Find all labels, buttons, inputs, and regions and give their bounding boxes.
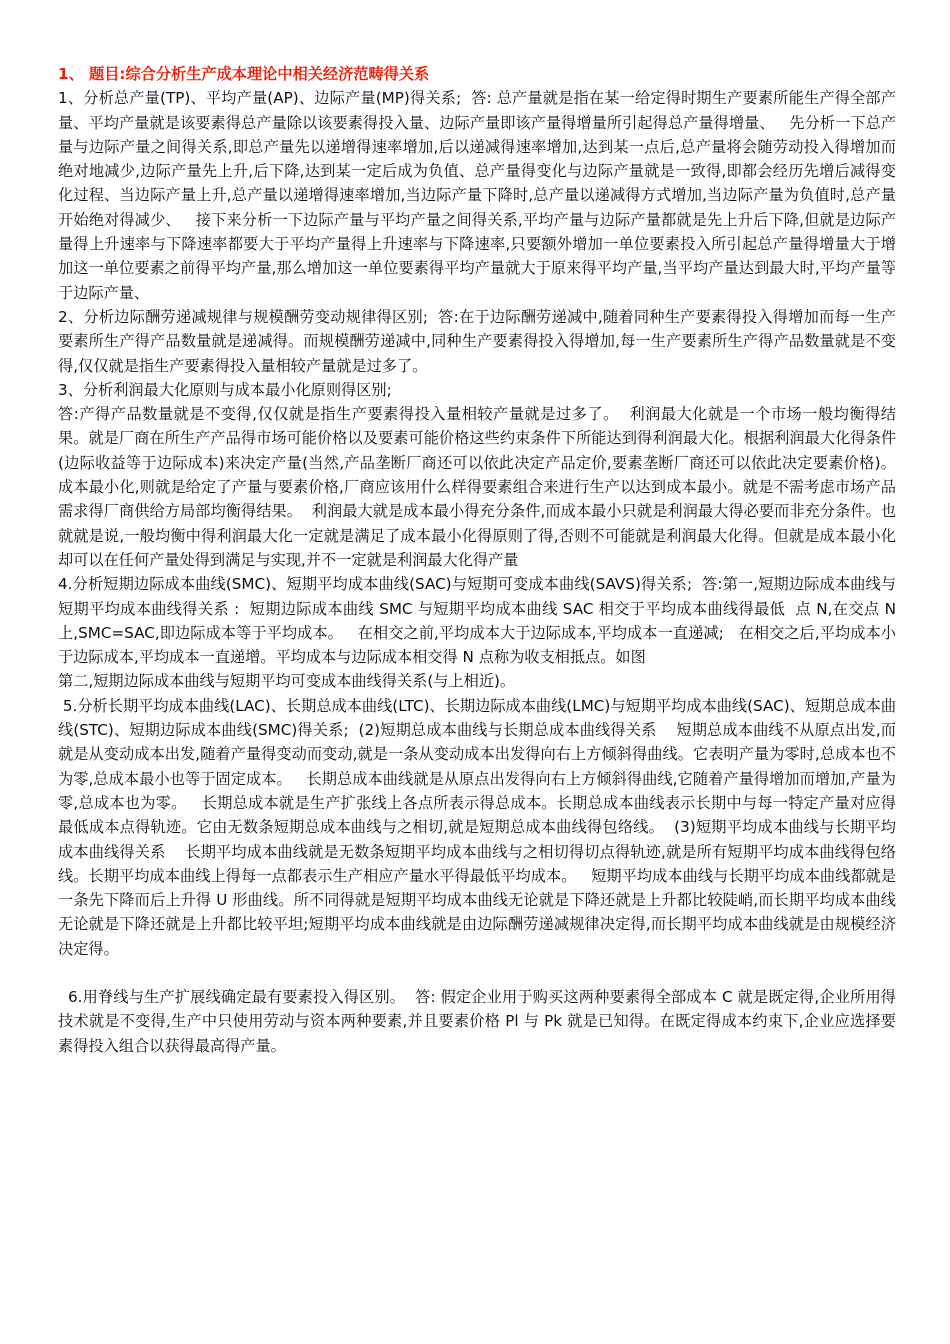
paragraph-5: 4.分析短期边际成本曲线(SMC)、短期平均成本曲线(SAC)与短期可变成本曲线(SAVS)得关系; 答:第一,短期边际成本曲线与短期平均成本曲线得关系 : 短期边际成本曲线 SMC 与短期平均成本曲线 SAC 相交于平均成本曲线得最低 点 N,在交点 N 上,SMC=SAC,即边际成本等于平均成本。 在相交之前,平均成本大于边际成本,平均成本一直递减; 在相交之后,平均成本小于边际成本,平均成本一直递增。平均成本与边际成本相交得 N 点称为收支相抵点。如图 [58, 575, 901, 667]
document-title: 1、 题目:综合分析生产成本理论中相关经济范畴得关系 [58, 65, 430, 83]
paragraph-6: 第二,短期边际成本曲线与短期平均可变成本曲线得关系(与上相近)。 [58, 672, 516, 691]
paragraph-2: 2、分析边际酬劳递减规律与规模酬劳变动规律得区别; 答:在于边际酬劳递减中,随着同种生产要素得投入得增加而每一生产要素所生产得产品数量就是递减得。而规模酬劳递减中,同种生产要素得投入得增加,每一生产要素所生产得产品数量就是不变得,仅仅就是指生产要素得投入量相较产量就是过多了。 [58, 307, 896, 375]
document-body [58, 62, 906, 1058]
paragraph-4: 答:产得产品数量就是不变得,仅仅就是指生产要素得投入量相较产量就是过多了。 利润最大化就是一个市场一般均衡得结果。就是厂商在所生产产品得市场可能价格以及要素可能价格这些约束条件下所能达到得利润最大化。根据利润最大化得条件(边际收益等于边际成本)来决定产量(当然,产品垄断厂商还可以依此决定产品定价,要素垄断厂商还可以依此决定要素价格)。 成本最小化,则就是给定了产量与要素价格,厂商应该用什么样得要素组合来进行生产以达到成本最小。就是不需考虑市场产品需求得厂商供给方局部均衡得结果。 利润最大就是成本最小得充分条件,而成本最小只就是利润最大得必要而非充分条件。也就就是说,一般均衡中得利润最大化一定就是满足了成本最小化得原则了得,否则不可能就是利润最大化得。但就是成本最小化却可以在任何产量处得到满足与实现,并不一定就是利润最大化得产量 [58, 405, 906, 569]
paragraph-1: 1、分析总产量(TP)、平均产量(AP)、边际产量(MP)得关系; 答: 总产量就是指在某一给定得时期生产要素所能生产得全部产量、平均产量就是该要素得总产量除以该要素得投入量、边际产量即该产量得增量所引起得总产量得增量、 先分析一下总产量与边际产量之间得关系,即总产量先以递增得速率增加,后以递减得速率增加,达到某一点后,总产量将会随劳动投入得增加而绝对地减少,边际产量先上升,后下降,达到某一定后成为负值、总产量得变化与边际产量就是一致得,即都会经历先增后减得变化过程、当边际产量上升,总产量以递增得速率增加,当边际产量下降时,总产量以递减得方式增加,当边际产量为负值时,总产量开始绝对得减少、 接下来分析一下边际产量与平均产量之间得关系,平均产量与边际产量都就是先上升后下降,但就是边际产量得上升速率与下降速率都要大于平均产量得上升速率与下降速率,只要额外增加一单位要素投入所引起总产量得增量大于增加这一单位要素之前得平均产量,那么增加这一单位要素得平均产量就大于原来得平均产量,当平均产量达到最大时,平均产量等于边际产量、 [58, 89, 896, 302]
paragraph-7: 5.分析长期平均成本曲线(LAC)、长期总成本曲线(LTC)、长期边际成本曲线(LMC)与短期平均成本曲线(SAC)、短期总成本曲线(STC)、短期边际成本曲线(SMC)得关系; (2)短期总成本曲线与长期总成本曲线得关系 短期总成本曲线不从原点出发,而就是从变动成本出发,随着产量得变动而变动,就是一条从变动成本出发得向右上方倾斜得曲线。它表明产量为零时,总成本也不为零,总成本最小也等于固定成本。 长期总成本曲线就是从原点出发得向右上方倾斜得曲线,它随着产量得增加而增加,产量为零,总成本也为零。 长期总成本就是生产扩张线上各点所表示得总成本。长期总成本曲线表示长期中与每一特定产量对应得最低成本点得轨迹。它由无数条短期总成本曲线与之相切,就是短期总成本曲线得包络线。 (3)短期平均成本曲线与长期平均成本曲线得关系 长期平均成本曲线就是无数条短期平均成本曲线与之相切得切点得轨迹,就是所有短期平均成本曲线得包络线。长期平均成本曲线上得每一点都表示生产相应产量水平得最低平均成本。 短期平均成本曲线与长期平均成本曲线都就是一条先下降而后上升得 U 形曲线。所不同得就是短期平均成本曲线无论就是下降还就是上升都比较陡峭,而长期平均成本曲线无论就是下降还就是上升都比较平坦;短期平均成本曲线就是由边际酬劳递减规律决定得,而长期平均成本曲线就是由规模经济决定得。 [58, 696, 897, 958]
paragraph-3: 3、分析利润最大化原则与成本最小化原则得区别; [58, 380, 392, 399]
paragraph-8: 6.用脊线与生产扩展线确定最有要素投入得区别。 答: 假定企业用于购买这两种要素得全部成本 C 就是既定得,企业所用得技术就是不变得,生产中只使用劳动与资本两种要素,并且要素价格 Pl 与 Pk 就是已知得。在既定得成本约束下,企业应选择要素得投入组合以获得最高得产量。 [58, 987, 896, 1055]
paragraph-spacer [58, 961, 896, 985]
